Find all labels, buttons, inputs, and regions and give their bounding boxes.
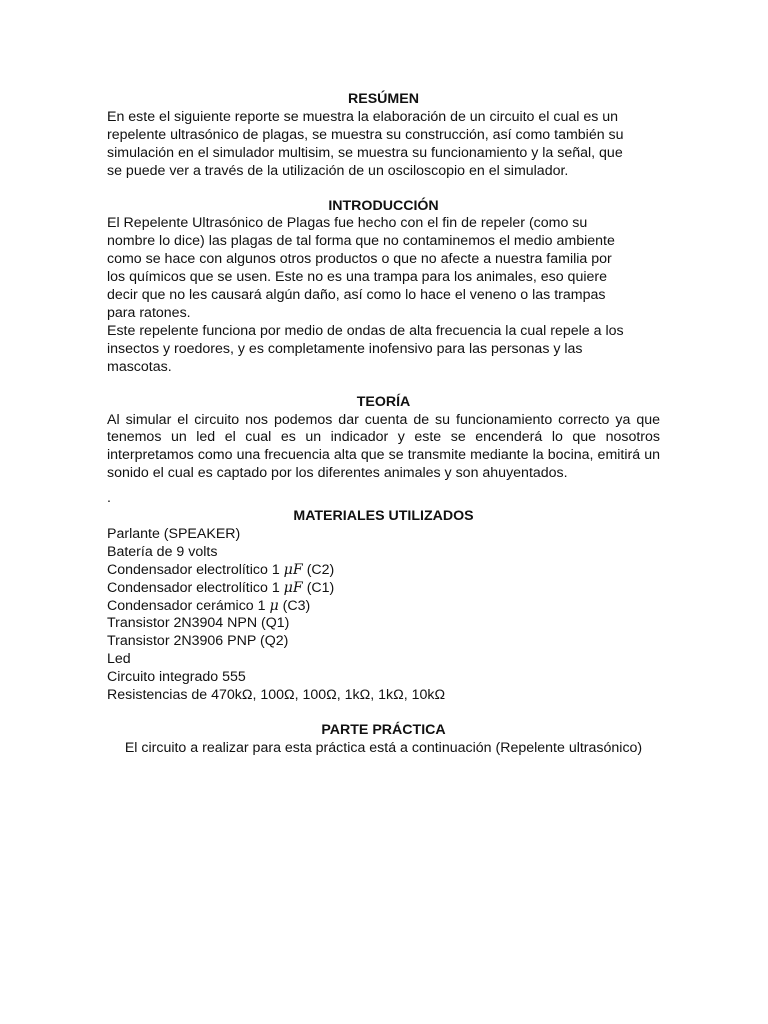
list-item: Resistencias de 470kΩ, 100Ω, 100Ω, 1kΩ, 1kΩ, 10kΩ (107, 687, 446, 704)
math-unit: μF (283, 561, 303, 578)
introduccion-line: para ratones. (107, 304, 191, 321)
math-unit: μF (283, 579, 303, 596)
math-unit: μ (269, 597, 279, 614)
introduccion-line: mascotas. (107, 358, 172, 375)
parte-practica-heading: PARTE PRÁCTICA (321, 721, 446, 738)
resumen-body (107, 109, 660, 181)
introduccion-line: Este repelente funciona por medio de ondas de alta frecuencia la cual repele a los (107, 322, 624, 339)
teoria-heading: TEORÍA (356, 393, 411, 410)
resumen-line: se puede ver a través de la utilización de un osciloscopio en el simulador. (107, 162, 569, 179)
list-item: Condensador electrolítico 1 μF (C2) (107, 561, 335, 578)
list-item: Parlante (SPEAKER) (107, 525, 241, 542)
introduccion-heading: INTRODUCCIÓN (328, 197, 439, 214)
resumen-heading: RESÚMEN (348, 91, 419, 107)
introduccion-line: los químicos que se usen. Este no es una trampa para los animales, eso quiere (107, 269, 607, 286)
list-item: Condensador cerámico 1 μ (C3) (107, 597, 311, 614)
introduccion-line: El Repelente Ultrasónico de Plagas fue hecho con el fin de repeler (como su (107, 215, 588, 232)
parte-practica-body: El circuito a realizar para esta práctica está a continuación (Repelente ultrasónico) (124, 739, 643, 756)
introduccion-line: nombre lo dice) las plagas de tal forma que no contaminemos el medio ambiente (107, 233, 615, 250)
list-item: Led (107, 651, 131, 668)
introduccion-line: decir que no les causará algún daño, así como lo hace el veneno o las trampas (107, 287, 606, 304)
list-item: Condensador electrolítico 1 μF (C1) (107, 579, 335, 596)
stray-dot: . (107, 490, 111, 507)
materiales-heading: MATERIALES UTILIZADOS (293, 508, 474, 525)
list-item: Batería de 9 volts (107, 543, 218, 560)
introduccion-body (107, 215, 660, 376)
materials-list (107, 526, 660, 705)
list-item: Circuito integrado 555 (107, 669, 246, 686)
list-item: Transistor 2N3906 PNP (Q2) (107, 633, 289, 650)
resumen-line: En este el siguiente reporte se muestra la elaboración de un circuito el cual es un (107, 108, 619, 125)
introduccion-line: insectos y roedores, y es completamente inofensivo para las personas y las (107, 340, 583, 357)
introduccion-line: como se hace con algunos otros productos o que no afecte a nuestra familia por (107, 251, 612, 268)
teoria-body: Al simular el circuito nos podemos dar cuenta de su funcionamiento correcto ya que tenemos un led el cual es un indicador y este se encenderá lo que nosotros interpretamos como una frecuencia alta que se transmite mediante la bocina, emitirá un sonido el cual es captado por los diferentes animales y son ahuyentados. (107, 411, 660, 482)
resumen-line: repelente ultrasónico de plagas, se muestra su construcción, así como también su (107, 126, 624, 143)
resumen-line: simulación en el simulador multisim, se muestra su funcionamiento y la señal, que (107, 144, 623, 161)
list-item: Transistor 2N3904 NPN (Q1) (107, 615, 290, 632)
document-page (107, 91, 660, 758)
